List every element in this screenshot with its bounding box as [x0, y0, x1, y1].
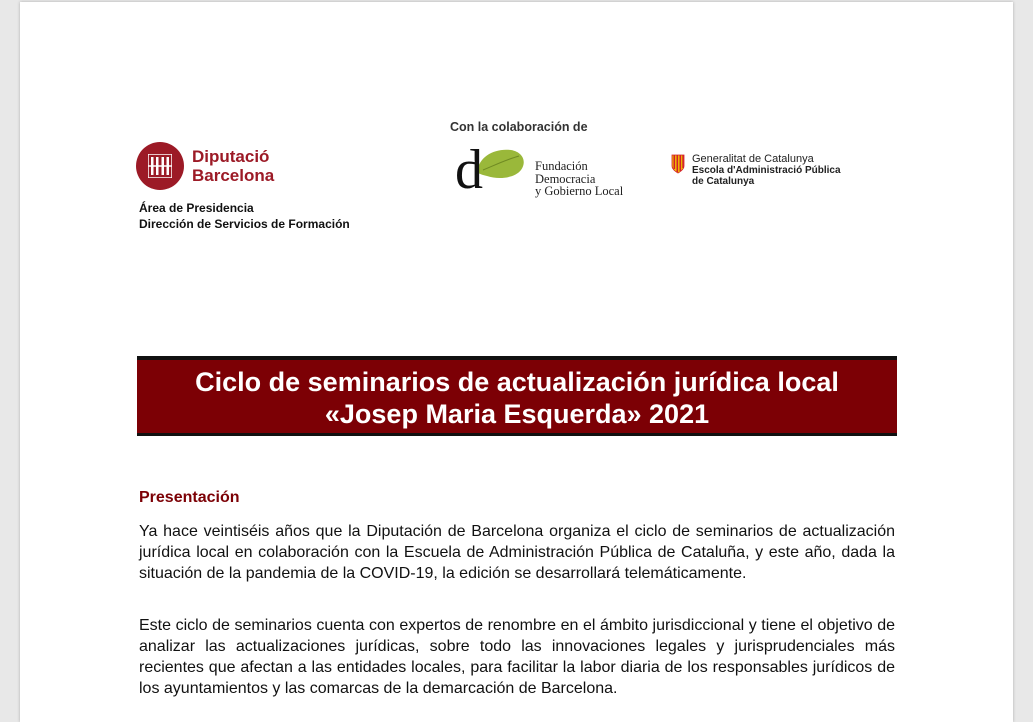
generalitat-emblem-icon	[671, 154, 685, 174]
collaboration-label: Con la colaboración de	[450, 120, 588, 134]
paragraph-2: Este ciclo de seminarios cuenta con expertos de renombre en el ámbito jurisdiccional y tiene el objetivo de analizar las actualizaciones jurídicas, sobre todo las innovaciones legales y jurisprudenciales más recientes que afectan a las entidades locales, para facilitar la labor diaria de los responsables jurídicos de los ayuntamientos y las comarcas de la demarcación de Barcelona.	[139, 617, 895, 697]
diputacio-name-line2: Barcelona	[192, 166, 275, 185]
banner-title-line2: «Josep Maria Esquerda» 2021	[324, 399, 710, 429]
fundacion-name	[535, 160, 623, 198]
diputacio-department	[139, 200, 350, 232]
department-area: Área de Presidencia	[139, 201, 254, 215]
banner-title-line1: Ciclo de seminarios de actualización jurídica local	[195, 367, 839, 397]
generalitat-text	[692, 153, 841, 187]
section-heading: Presentación	[139, 489, 240, 506]
diputacio-name-line1: Diputació	[192, 147, 270, 166]
fundacion-logo	[455, 139, 637, 204]
fundacion-line2: Democracia	[535, 171, 596, 186]
fundacion-mark: d	[455, 139, 483, 201]
generalitat-line2: Escola d'Administració Pública	[692, 165, 841, 176]
diputacio-name	[192, 147, 274, 185]
department-direction: Dirección de Servicios de Formación	[139, 217, 350, 231]
document-page	[20, 2, 1013, 722]
fundacion-line1: Fundación	[535, 159, 588, 173]
diputacio-emblem-icon	[136, 142, 184, 190]
title-banner	[137, 356, 897, 436]
paragraph-1: Ya hace veintiséis años que la Diputación de Barcelona organiza el ciclo de seminarios de actualización jurídica local en colaboración con la Escuela de Administración Pública de Cataluña, y este año, dada la situación de la pandemia de la COVID-19, la edición se desarrollará telemáticamente.	[139, 523, 895, 582]
generalitat-line1: Generalitat de Catalunya	[692, 153, 814, 165]
fundacion-line3: y Gobierno Local	[535, 184, 624, 198]
generalitat-line3: de Catalunya	[692, 176, 755, 187]
diputacio-logo	[136, 142, 274, 190]
